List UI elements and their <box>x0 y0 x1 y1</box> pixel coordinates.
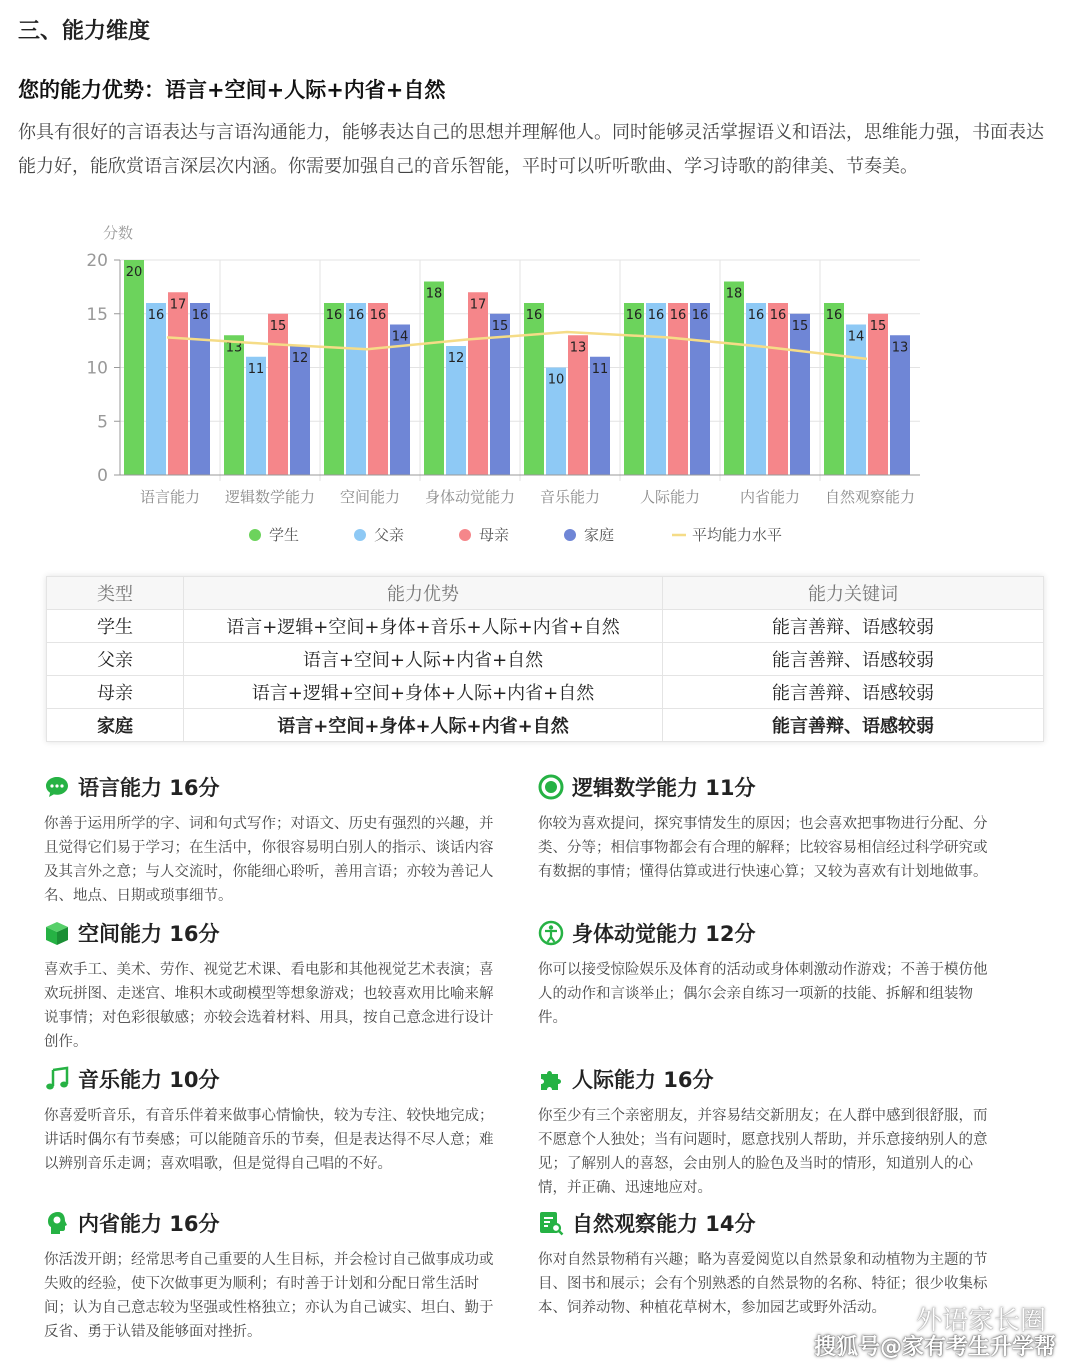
table-header-type: 类型 <box>47 577 184 610</box>
table-row <box>47 709 1044 742</box>
ability-title: 自然观察能力 14分 <box>572 1212 756 1236</box>
music-note-icon <box>44 1066 70 1092</box>
ability-desc: 你至少有三个亲密朋友，并容易结交新朋友；在人群中感到很舒服，而不愿意个人独处；当有问题时，愿意找别人帮助，并乐意接纳别人的意见；了解别人的喜怒，会由别人的脸色及当时的情形，知道别人的心情，并正确、迅速地应对。 <box>538 1108 988 1196</box>
ability-logic <box>538 772 988 884</box>
x-tick-label: 内省能力 <box>739 488 801 506</box>
table-cell-type: 学生 <box>47 610 184 643</box>
bar-学生 <box>824 303 844 475</box>
x-tick-label: 空间能力 <box>339 488 401 506</box>
legend-label: 家庭 <box>584 526 615 544</box>
head-bulb-icon <box>44 1210 70 1236</box>
strength-title: 您的能力优势：语言+空间+人际+内省+自然 <box>18 78 446 102</box>
bar-学生 <box>624 303 644 475</box>
table-cell-keywords: 能言善辩、语感较弱 <box>663 676 1044 709</box>
ability-language <box>44 772 494 908</box>
ability-desc: 你活泼开朗；经常思考自己重要的人生目标，并会检讨自己做事成功或失败的经验，使下次做事更为顺利；有时善于计划和分配日常生活时间；认为自己意志较为坚强或性格独立；亦认为自己诚实、坦白、勤于反省、勇于认错及能够面对挫折。 <box>44 1252 494 1340</box>
ability-title: 身体动觉能力 12分 <box>572 922 756 946</box>
bar-value-label: 13 <box>225 340 243 356</box>
ability-music <box>44 1064 494 1176</box>
bar-父亲 <box>746 303 766 475</box>
bar-value-label: 18 <box>725 286 743 302</box>
bar-家庭 <box>790 314 810 475</box>
bar-学生 <box>524 303 544 475</box>
bar-母亲 <box>268 314 288 475</box>
bar-value-label: 14 <box>847 329 865 345</box>
x-tick-label: 身体动觉能力 <box>424 488 516 506</box>
table-row <box>47 643 1044 676</box>
bar-母亲 <box>768 303 788 475</box>
bar-父亲 <box>146 303 166 475</box>
chat-bubble-icon <box>44 774 70 800</box>
ability-title: 逻辑数学能力 11分 <box>572 776 756 800</box>
ability-title: 音乐能力 10分 <box>78 1068 220 1092</box>
table-row <box>47 676 1044 709</box>
ability-title: 内省能力 16分 <box>78 1212 220 1236</box>
ability-intrapersonal <box>44 1208 494 1344</box>
table-row <box>47 610 1044 643</box>
bar-value-label: 18 <box>425 286 443 302</box>
bar-母亲 <box>468 292 488 475</box>
bar-value-label: 16 <box>625 308 643 323</box>
table-cell-strength: 语言+逻辑+空间+身体+人际+内省+自然 <box>184 676 663 709</box>
bar-value-label: 16 <box>325 308 343 323</box>
ability-interpersonal <box>538 1064 988 1200</box>
bar-value-label: 16 <box>191 308 209 323</box>
bar-value-label: 15 <box>869 318 887 334</box>
document-search-icon <box>538 1210 564 1236</box>
table-header-keywords: 能力关键词 <box>663 577 1044 610</box>
legend-marker-学生 <box>249 529 261 541</box>
bar-母亲 <box>868 314 888 475</box>
x-tick-label: 人际能力 <box>639 488 701 506</box>
bar-value-label: 16 <box>525 308 543 323</box>
bar-value-label: 14 <box>391 329 409 345</box>
table-cell-strength: 语言+空间+人际+内省+自然 <box>184 643 663 676</box>
table-cell-type: 父亲 <box>47 643 184 676</box>
target-icon <box>538 774 564 800</box>
bar-value-label: 16 <box>825 308 843 323</box>
y-tick-label: 0 <box>97 466 108 486</box>
bar-value-label: 13 <box>891 340 909 356</box>
legend-label: 学生 <box>269 526 300 544</box>
section-title: 三、能力维度 <box>18 19 151 44</box>
person-circle-icon <box>538 920 564 946</box>
bar-学生 <box>724 282 744 476</box>
ability-desc: 你可以接受惊险娱乐及体育的活动或身体刺激动作游戏；不善于模仿他人的动作和言谈举止；偶尔会亲自练习一项新的技能、拆解和组装物件。 <box>538 962 988 1026</box>
bar-value-label: 12 <box>291 351 309 366</box>
table-cell-keywords: 能言善辩、语感较弱 <box>663 709 1044 742</box>
bar-学生 <box>324 303 344 475</box>
bar-value-label: 15 <box>269 318 287 334</box>
intro-paragraph: 你具有很好的言语表达与言语沟通能力，能够表达自己的思想并理解他人。同时能够灵活掌握语义和语法，思维能力强，书面表达能力好，能欣赏语言深层次内涵。你需要加强自己的音乐智能，平时可以听听歌曲、学习诗歌的韵律美、节奏美。 <box>18 122 1044 177</box>
legend-marker-母亲 <box>459 529 471 541</box>
ability-table <box>46 576 1044 742</box>
bar-学生 <box>424 282 444 476</box>
y-axis-label: 分数 <box>102 224 134 242</box>
bar-母亲 <box>568 335 588 475</box>
bar-value-label: 10 <box>547 372 565 388</box>
table-cell-strength: 语言+逻辑+空间+身体+音乐+人际+内省+自然 <box>184 610 663 643</box>
watermark-source: 搜狐号@家有考生升学帮 <box>813 1335 1056 1360</box>
watermark-text: 外语家长圈 <box>915 1306 1046 1336</box>
y-tick-label: 20 <box>86 251 108 271</box>
ability-title: 空间能力 16分 <box>78 922 220 946</box>
ability-desc: 你喜爱听音乐，有音乐伴着来做事心情愉快，较为专注、较快地完成；讲话时偶尔有节奏感；可以能随音乐的节奏，但是表达得不尽人意；难以辨别音乐走调；喜欢唱歌，但是觉得自己唱的不好。 <box>44 1108 494 1172</box>
bar-父亲 <box>346 303 366 475</box>
x-tick-label: 逻辑数学能力 <box>224 488 316 506</box>
bar-value-label: 16 <box>369 308 387 323</box>
bar-父亲 <box>846 325 866 476</box>
bar-value-label: 11 <box>247 361 265 377</box>
x-tick-label: 自然观察能力 <box>824 488 916 506</box>
legend-label: 父亲 <box>374 526 405 544</box>
bar-value-label: 16 <box>347 308 365 323</box>
table-header-strength: 能力优势 <box>184 577 663 610</box>
x-tick-label: 音乐能力 <box>539 488 601 506</box>
bar-value-label: 12 <box>447 351 465 366</box>
bar-母亲 <box>668 303 688 475</box>
table-cell-strength: 语言+空间+身体+人际+内省+自然 <box>184 709 663 742</box>
ability-bar-chart <box>0 210 1080 562</box>
x-tick-label: 语言能力 <box>139 488 201 506</box>
bar-家庭 <box>690 303 710 475</box>
legend-marker-父亲 <box>354 529 366 541</box>
y-tick-label: 5 <box>97 412 108 433</box>
bar-母亲 <box>368 303 388 475</box>
cube-icon <box>44 920 70 946</box>
bar-value-label: 16 <box>669 308 687 323</box>
ability-bodily <box>538 918 988 1030</box>
legend-marker-家庭 <box>564 529 576 541</box>
y-tick-label: 15 <box>86 304 108 325</box>
table-cell-type: 家庭 <box>47 709 184 742</box>
ability-desc: 你对自然景物稍有兴趣；略为喜爱阅览以自然景象和动植物为主题的节目、图书和展示；会有个别熟悉的自然景物的名称、特征；很少收集标本、饲养动物、种植花草树木，参加园艺或野外活动。 <box>538 1252 988 1316</box>
ability-title: 人际能力 16分 <box>572 1068 714 1092</box>
ability-desc: 你善于运用所学的字、词和句式写作；对语文、历史有强烈的兴趣，并且觉得它们易于学习；在生活中，你很容易明白别人的指示、谈话内容及其言外之意；与人交流时，你能细心聆听，善用言语；亦较为善记人名、地点、日期或琐事细节。 <box>44 816 494 904</box>
bar-value-label: 16 <box>691 308 709 323</box>
bar-value-label: 15 <box>491 318 509 334</box>
bar-学生 <box>224 335 244 475</box>
table-cell-type: 母亲 <box>47 676 184 709</box>
bar-value-label: 11 <box>591 361 609 377</box>
ability-desc: 你较为喜欢提问，探究事情发生的原因；也会喜欢把事物进行分配、分类、分等；相信事物都会有合理的解释；比较容易相信经过科学研究或有数据的事情；懂得估算或进行快速心算；又较为喜欢有计划地做事。 <box>538 816 988 880</box>
ability-title: 语言能力 16分 <box>78 776 220 800</box>
chart-legend <box>249 526 782 544</box>
bar-value-label: 16 <box>647 308 665 323</box>
legend-label: 母亲 <box>479 526 510 544</box>
bar-value-label: 16 <box>147 308 165 323</box>
bar-value-label: 20 <box>125 265 143 280</box>
bar-value-label: 15 <box>791 318 809 334</box>
bar-学生 <box>124 260 144 475</box>
table-cell-keywords: 能言善辩、语感较弱 <box>663 610 1044 643</box>
bar-value-label: 17 <box>169 297 187 313</box>
bar-父亲 <box>646 303 666 475</box>
ability-desc: 喜欢手工、美术、劳作、视觉艺术课、看电影和其他视觉艺术表演；喜欢玩拼图、走迷宫、堆积木或砌模型等想象游戏；也较喜欢用比喻来解说事情；对色彩很敏感；亦较会选着材料、用具，按自己意念进行设计创作。 <box>44 962 494 1050</box>
bar-value-label: 16 <box>747 308 765 323</box>
bar-value-label: 16 <box>769 308 787 323</box>
table-cell-keywords: 能言善辩、语感较弱 <box>663 643 1044 676</box>
legend-label: 平均能力水平 <box>692 526 783 544</box>
ability-spatial <box>44 918 494 1054</box>
bar-母亲 <box>168 292 188 475</box>
bar-家庭 <box>190 303 210 475</box>
bar-value-label: 13 <box>569 340 587 356</box>
y-tick-label: 10 <box>86 358 108 379</box>
table-header-row <box>47 577 1044 610</box>
puzzle-icon <box>538 1066 564 1092</box>
bar-value-label: 17 <box>469 297 487 313</box>
bar-家庭 <box>890 335 910 475</box>
